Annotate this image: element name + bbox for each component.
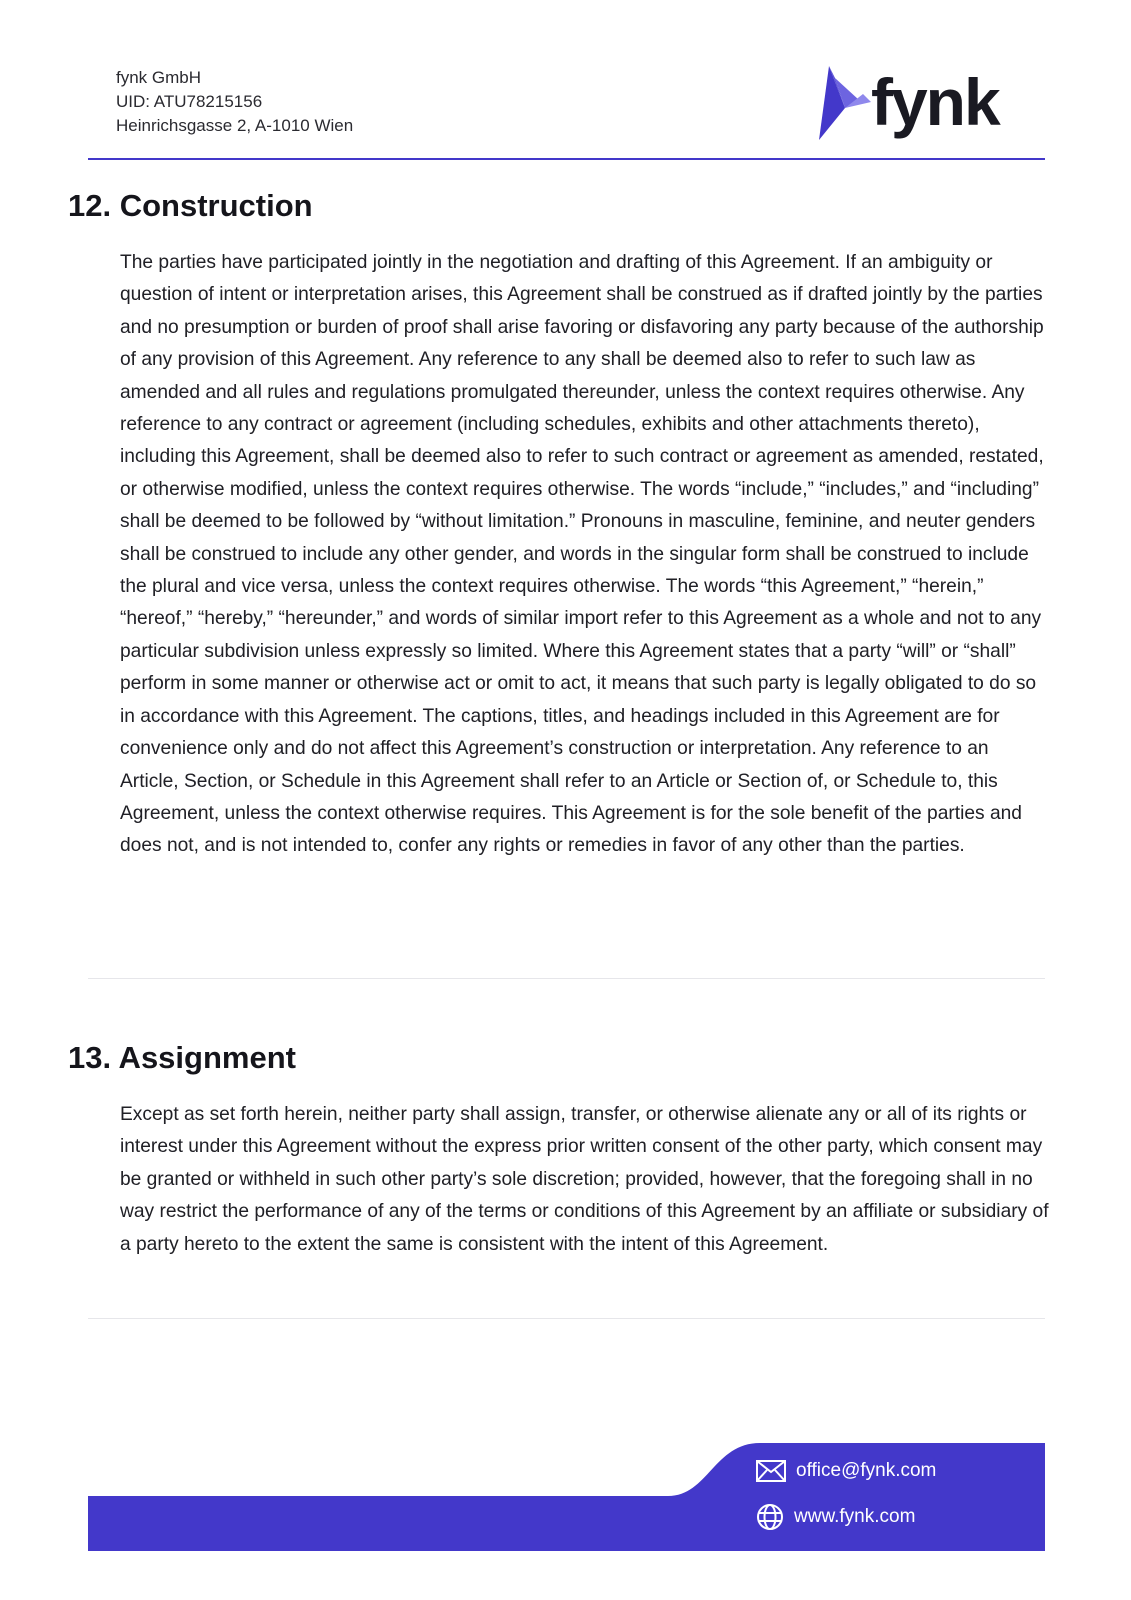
section-body-construction [120,247,1050,863]
company-name: fynk GmbH [116,68,202,87]
bird-logo-icon [815,64,875,144]
assignment-paragraph: Except as set forth herein, neither party shall assign, transfer, or otherwise alienate any or all of its rights or interest under this Agreement without the express prior written consent of the other party, which consent may be granted or withheld in such other party’s sole discretion; provided, however, that the foregoing shall in no way restrict the performance of any of the terms or conditions of this Agreement by an affiliate or subsidiary of a party hereto to the extent the same is consistent with the intent of this Agreement. [120,1104,1049,1255]
header-divider [88,158,1045,160]
section-body-assignment [120,1099,1050,1261]
globe-icon [756,1503,784,1531]
page-header [88,62,1045,162]
page-footer [88,1443,1045,1551]
company-info [116,66,353,138]
envelope-icon [756,1460,786,1482]
footer-email[interactable] [756,1460,936,1482]
section-heading-construction: 12. Construction [68,188,313,223]
footer-website-text[interactable]: www.fynk.com [794,1506,916,1527]
logo-wordmark: fynk [871,65,999,139]
footer-email-text[interactable]: office@fynk.com [796,1460,937,1481]
construction-paragraph: The parties have participated jointly in the negotiation and drafting of this Agreement. If an ambiguity or question of intent or interpretation arises, this Agreement shall be construed as if drafted jointly by the parties and no presumption or burden of proof shall arise favoring or disfavoring any party because of the authorship of any provision of this Agreement. Any reference to any shall be deemed also to refer to such law as amended and all rules and regulations promulgated thereunder, unless the context requires otherwise. Any reference to any contract or agreement (including schedules, exhibits and other attachments thereto), including this Agreement, shall be deemed also to refer to such contract or agreement as amended, restated, or otherwise modified, unless the context requires otherwise. The words “include,” “includes,” and “including” shall be deemed to be followed by “without limitation.” Pronouns in masculine, feminine, and neuter genders shall be construed to include any other gender, and words in the singular form shall be construed to include the plural and vice versa, unless the context requires otherwise. The words “this Agreement,” “herein,” “hereof,” “hereby,” “hereunder,” and words of similar import refer to this Agreement as a whole and not to any particular subdivision unless expressly so limited. Where this Agreement states that a party “will” or “shall” perform in some manner or otherwise act or omit to act, it means that such party is legally obligated to do so in accordance with this Agreement. The captions, titles, and headings included in this Agreement are for convenience only and do not affect this Agreement’s construction or interpretation. Any reference to an Article, Section, or Schedule in this Agreement shall refer to an Article or Section of, or Schedule to, this Agreement, unless the context otherwise requires. This Agreement is for the sole benefit of the parties and does not, and is not intended to, confer any rights or remedies in favor of any other than the parties. [120,252,1044,857]
section-heading-assignment: 13. Assignment [68,1040,296,1075]
company-uid: UID: ATU78215156 [116,92,263,111]
footer-website[interactable] [756,1503,915,1531]
section-divider [88,978,1045,979]
company-address: Heinrichsgasse 2, A-1010 Wien [116,116,354,135]
fynk-logo [815,64,1015,144]
section-divider [88,1318,1045,1319]
